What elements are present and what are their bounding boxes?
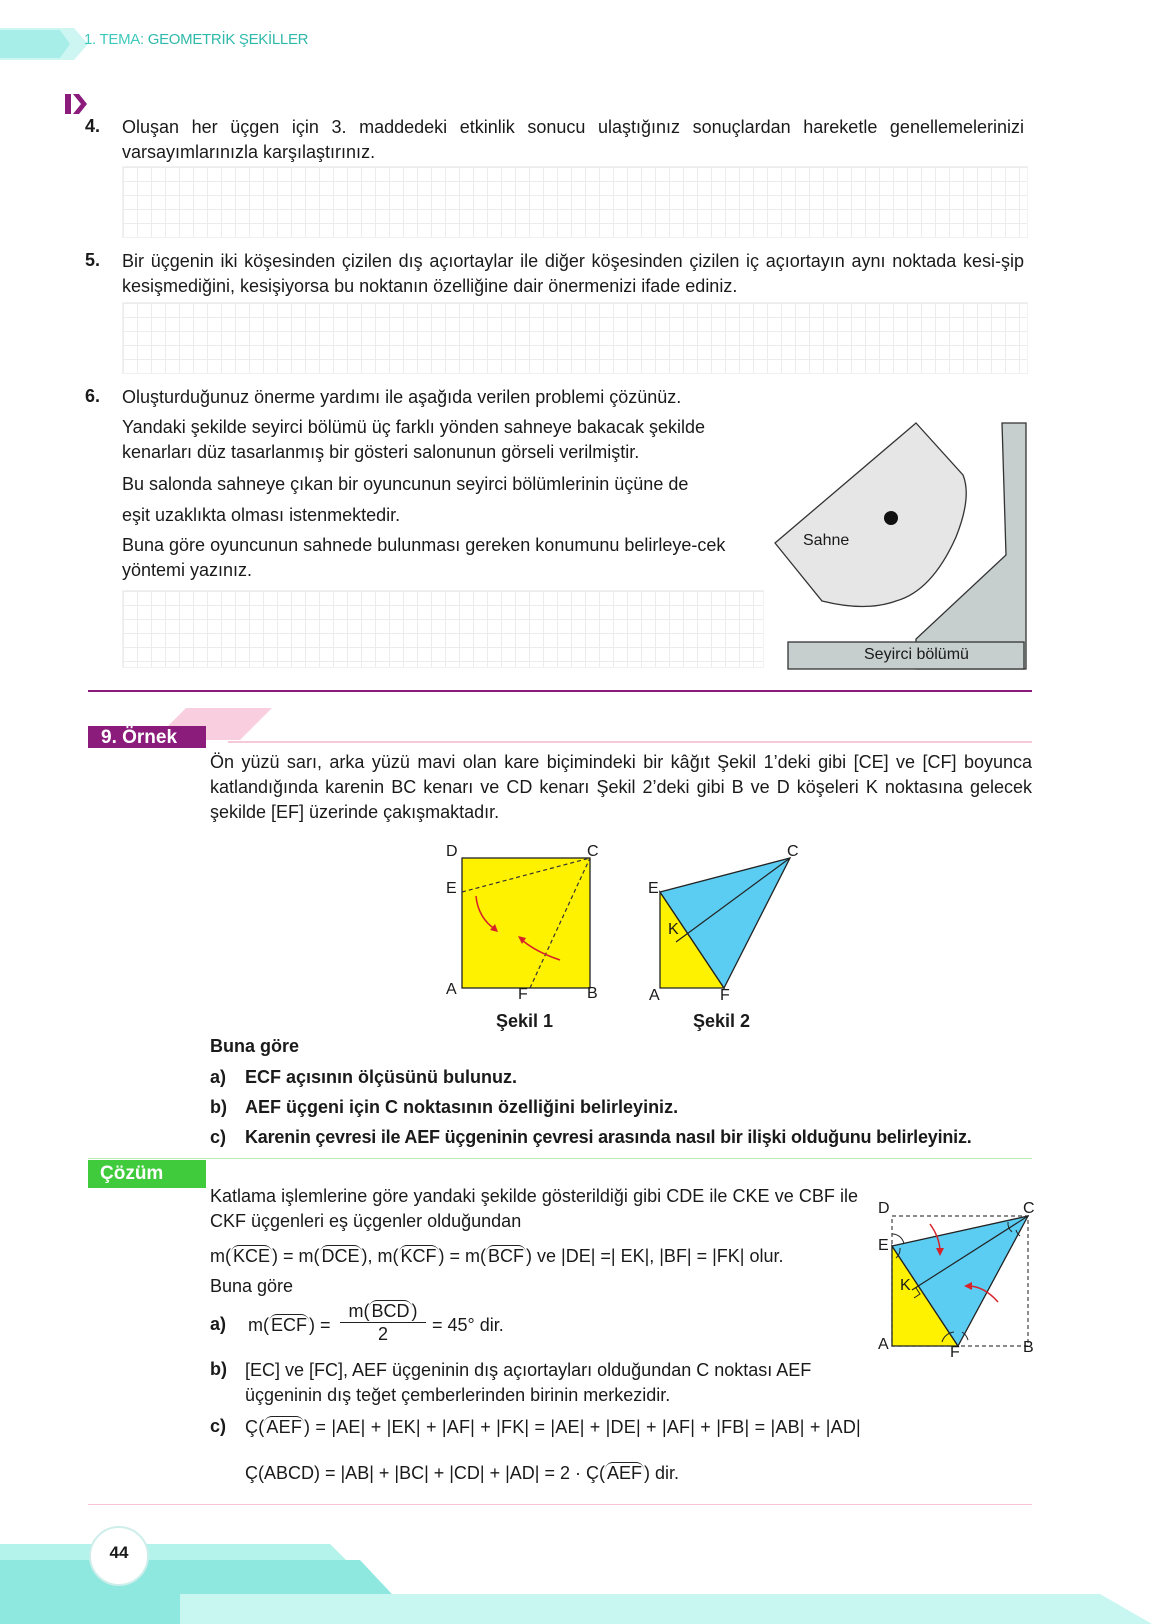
fig1-label-e: E	[446, 880, 457, 897]
solution-figure	[870, 1200, 1040, 1350]
eq1-angle-bcf: BCF	[488, 1246, 525, 1266]
example-tag: 9. Örnek	[101, 727, 178, 748]
fig2-label-e: E	[648, 880, 659, 897]
fig1-caption: Şekil 1	[496, 1011, 554, 1031]
solution-eq1	[210, 1244, 784, 1269]
item-5-number: 5.	[85, 250, 101, 270]
solution-c-label: c)	[210, 1416, 227, 1436]
item-6-para3: Buna göre oyuncunun sahnede bulunması gereken konumunu belirleye-cek yöntemi yazınız.	[122, 535, 726, 580]
solution-a-result: = 45° dir.	[432, 1315, 504, 1335]
actor-dot	[884, 511, 898, 525]
solution-b-label: b)	[210, 1359, 227, 1379]
c2-arc-aef: AEF	[607, 1463, 643, 1483]
footer-band	[0, 1538, 1152, 1624]
page-number: 44	[109, 1543, 129, 1562]
eq1-angle-kce: KCE	[233, 1246, 271, 1266]
solution-a-label: a)	[210, 1314, 227, 1334]
eq1-eq2: ) = m(	[438, 1246, 487, 1266]
item-5-text: Bir üçgenin iki köşesinden çizilen dış açıortaylar ile diğer köşesinden çizilen iç açıortayın aynı noktada kesi-şip kesişmediğini, kesişiyorsa bu noktanın özelliğine dair önermenizi ifade ediniz.	[122, 251, 1024, 296]
c2-post: ) dir.	[644, 1463, 680, 1483]
fig2-label-f: F	[720, 987, 730, 1004]
c-pre: Ç(	[245, 1417, 265, 1437]
item-4-number: 4.	[85, 116, 101, 136]
item-6-para2a: Bu salonda sahneye çıkan bir oyuncunun seyirci bölümlerinin üçüne de	[122, 474, 689, 494]
example-tag-shape	[88, 708, 1032, 748]
question-b-label: b)	[210, 1097, 227, 1117]
eq1-sep: ), m(	[361, 1246, 399, 1266]
solution-line	[88, 1158, 1032, 1159]
fig2-caption: Şekil 2	[693, 1011, 751, 1031]
section-divider	[88, 690, 1032, 692]
header-title	[84, 31, 308, 48]
num-pre: m(	[348, 1301, 370, 1321]
question-a-label: a)	[210, 1067, 227, 1087]
solution-b-text: [EC] ve [FC], AEF üçgeninin dış açıortayları olduğundan C noktası AEF üçgeninin dış teğet çemberlerinden birinin merkezidir.	[245, 1360, 812, 1405]
item-6-number: 6.	[85, 386, 101, 406]
a-mid: ) =	[309, 1315, 331, 1335]
tema-name: GEOMETRİK ŞEKİLLER	[147, 31, 309, 48]
sol-fig-label-b: B	[1023, 1339, 1034, 1356]
arrow-icon	[65, 92, 89, 118]
solution-tag: Çözüm	[88, 1160, 206, 1188]
bottom-divider	[88, 1504, 1032, 1505]
item-6-line1: Oluşturduğunuz önerme yardımı ile aşağıda verilen problemi çözünüz.	[122, 387, 682, 407]
item-4-text: Oluşan her üçgen için 3. maddedeki etkinlik sonucu ulaştığınız sonuçlardan hareketle genellemelerinizi varsayımlarınızla karşılaştırınız.	[122, 117, 1024, 162]
stage-label: Sahne	[803, 532, 850, 549]
fig2-label-k: K	[668, 921, 679, 938]
stage-shape	[775, 423, 966, 607]
question-c-label: c)	[210, 1127, 227, 1147]
solution-c-line2	[245, 1461, 679, 1486]
solution-c-line1	[245, 1415, 861, 1440]
audience-label: Seyirci bölümü	[864, 646, 969, 663]
question-c-text: Karenin çevresi ile AEF üçgeninin çevresi arasında nasıl bir ilişki olduğunu belirleyiniz.	[245, 1127, 972, 1147]
sol-fig-label-c: C	[1023, 1200, 1035, 1217]
fig1-label-a: A	[446, 981, 457, 998]
question-a-text: ECF açısının ölçüsünü bulunuz.	[245, 1067, 518, 1087]
fig1-label-b: B	[587, 985, 598, 1002]
figure-1	[440, 840, 610, 1005]
c2-pre: Ç(ABCD) = |AB| + |BC| + |CD| + |AD| = 2 · Ç(	[245, 1463, 605, 1483]
question-b-text: AEF üçgeni için C noktasının özelliğini belirleyiniz.	[245, 1097, 679, 1117]
fig2-label-c: C	[787, 843, 799, 860]
eq1-m1: m(	[210, 1246, 231, 1266]
fig1-label-f: F	[518, 986, 528, 1003]
sol-fig-label-f: F	[950, 1344, 960, 1361]
fraction-denominator: 2	[377, 1324, 388, 1344]
answer-grid-4[interactable]	[122, 166, 1028, 238]
eq1-angle-dce: DCE	[321, 1246, 360, 1266]
num-angle-bcd: BCD	[371, 1301, 410, 1321]
answer-grid-5[interactable]	[122, 302, 1028, 374]
sol-fig-label-e: E	[878, 1237, 889, 1254]
a-pre: m(	[248, 1315, 269, 1335]
sol-fig-label-d: D	[878, 1200, 890, 1217]
solution-a-fraction	[340, 1300, 426, 1345]
fig2-label-a: A	[649, 987, 660, 1004]
a-angle-ecf: ECF	[271, 1315, 307, 1335]
eq1-tail: ) ve |DE| =| EK|, |BF| = |FK| olur.	[526, 1246, 784, 1266]
answer-grid-6[interactable]	[122, 590, 764, 668]
solution-text: Katlama işlemlerine göre yandaki şekilde gösterildiği gibi CDE ile CKE ve CBF ile CKF üçgenleri eş üçgenler olduğundan	[210, 1186, 858, 1231]
solution-intro: Buna göre	[210, 1276, 294, 1296]
eq1-angle-kcf: KCF	[400, 1246, 437, 1266]
sol-fig-label-a: A	[878, 1336, 889, 1353]
solution-a-lhs	[248, 1313, 331, 1338]
figure-2	[640, 840, 810, 1005]
fig1-label-d: D	[446, 843, 458, 860]
fraction-numerator	[340, 1300, 426, 1323]
tema-label: 1. TEMA:	[84, 31, 144, 48]
example-intro: Buna göre	[210, 1036, 300, 1056]
eq1-eq: ) = m(	[272, 1246, 320, 1266]
item-6-para1: Yandaki şekilde seyirci bölümü üç farklı yönden sahneye bakacak şekilde kenarları düz tasarlanmış bir gösteri salonunun görseli verilmiştir.	[122, 417, 705, 462]
item-6-para2b: eşit uzaklıkta olması istenmektedir.	[122, 505, 401, 525]
example-text: Ön yüzü sarı, arka yüzü mavi olan kare biçimindeki bir kâğıt Şekil 1’deki gibi [CE] ve [CF] boyunca katlandığında karenin BC kenarı ve CD kenarı Şekil 2’deki gibi B ve D köşeleri K noktasına gelecek şekilde [EF] üzerinde çakışmaktadır.	[210, 752, 1032, 822]
num-post: )	[411, 1301, 418, 1321]
fig1-label-c: C	[587, 843, 599, 860]
sol-fig-label-k: K	[900, 1277, 911, 1294]
c-arc-aef: AEF	[266, 1417, 303, 1437]
c-post: ) = |AE| + |EK| + |AF| + |FK| = |AE| + |DE| + |AF| + |FB| = |AB| + |AD|	[304, 1417, 861, 1437]
